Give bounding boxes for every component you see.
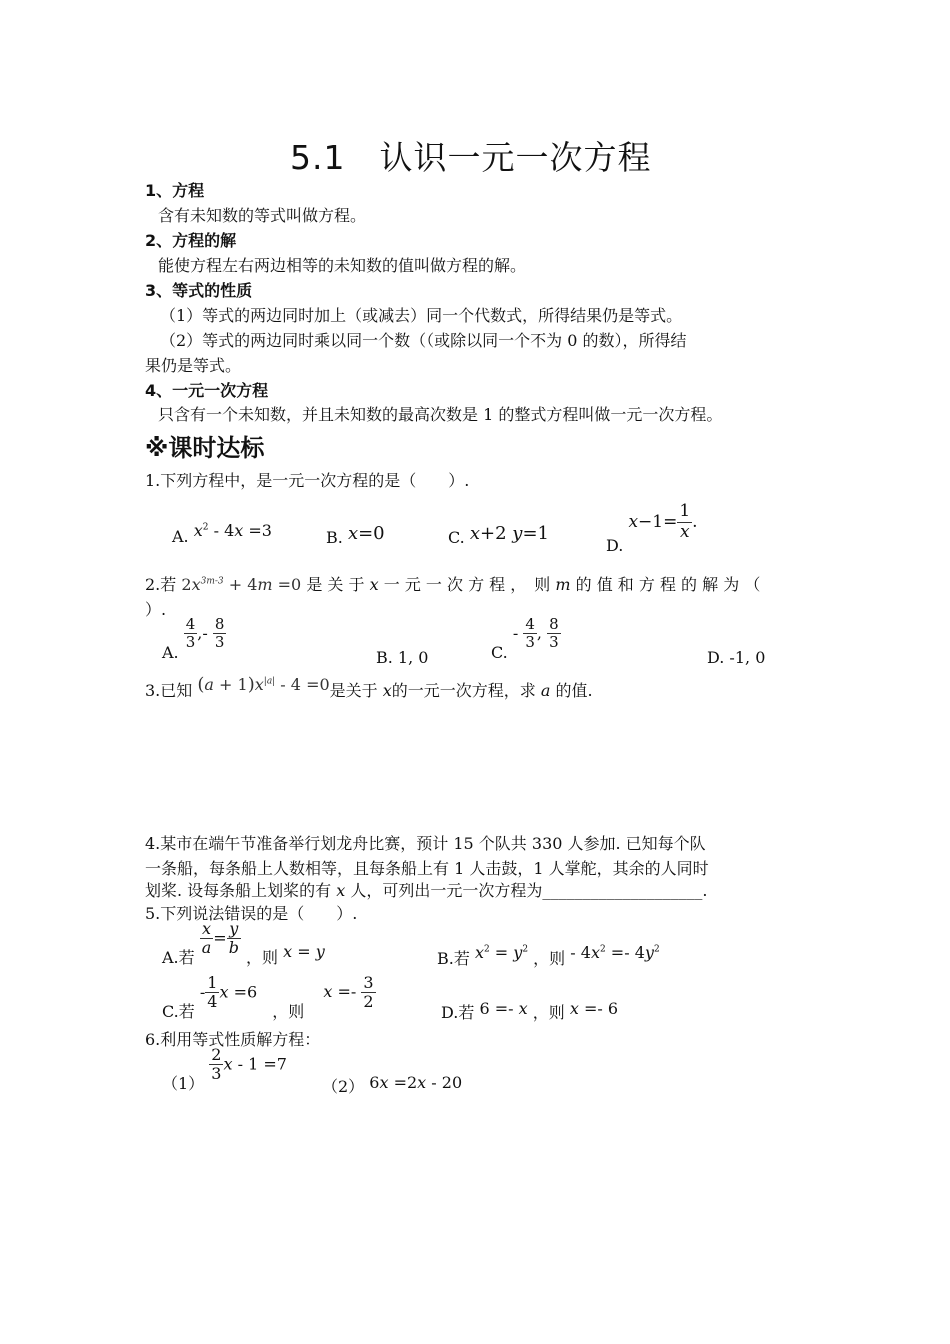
q5-option-b: B.若 $x^2 = y^2$ ，则 - $4x^2 =- 4y^2$ xyxy=(437,943,660,968)
section-heading-properties: 3、等式的性质 xyxy=(145,281,253,300)
question-3-stem: 3.已知 $(a + 1)x^{|a|} - 4 =0$是关于 x的一元一次方程，求 a 的值. xyxy=(145,674,593,700)
option-formula: $x^2 - 4x =3$ xyxy=(193,521,272,540)
section-text: 只含有一个未知数，并且未知数的最高次数是 1 的整式方程叫做一元一次方程。 xyxy=(158,405,723,424)
option-formula: x−1= $\frac{1}{x}$ . xyxy=(628,501,698,542)
section-text: （2）等式的两边同时乘以同一个数（（或除以同一个不为 0 的数），所得结 xyxy=(160,331,687,350)
q6-part-1: （1） $\frac{2}{3}$ x - 1 =7 xyxy=(162,1045,287,1094)
option-label: A. xyxy=(162,643,179,663)
question-2-stem: 2.若 $2x^{3m-3} + 4m =0$ 是 关 于 x 一 元 一 次 方 程 ， 则 m 的 值 和 方 程 的 解 为 （ xyxy=(145,575,761,594)
section-text: 果仍是等式。 xyxy=(145,356,242,375)
q1-option-d xyxy=(606,501,698,555)
option-label: D. xyxy=(606,535,624,555)
q2-formula: $2x^{3m-3} + 4m =0$ xyxy=(181,575,302,594)
q5-option-d: D.若 6 =- x ，则 x =- 6 xyxy=(441,999,619,1022)
q2-option-b: B. 1, 0 xyxy=(376,648,429,667)
practice-heading: ※课时达标 xyxy=(145,434,265,462)
page-title: 5.1 认识一元一次方程 xyxy=(290,138,652,177)
q2-option-d: D. -1, 0 xyxy=(707,648,766,667)
q6-part-2: （2） 6x =2x - 20 xyxy=(322,1073,463,1096)
question-4-line: 4.某市在端午节准备举行划龙舟比赛，预计 15 个队共 330 人参加. 已知每个队 xyxy=(145,834,706,853)
q2-option-c: C. - $\frac{4}{3}$ , $\frac{8}{3}$ xyxy=(491,615,559,663)
question-2-stem-line2: ）. xyxy=(145,600,167,619)
section-text: 能使方程左右两边相等的未知数的值叫做方程的解。 xyxy=(158,256,527,275)
q1-option-a xyxy=(172,521,272,546)
question-6-stem: 6.利用等式性质解方程： xyxy=(145,1030,321,1049)
q3-formula: $(a + 1)x^{|a|} - 4 =0$ xyxy=(197,674,330,695)
section-text: （1）等式的两边同时加上（或减去）同一个代数式，所得结果仍是等式。 xyxy=(160,306,683,325)
section-heading-linear-equation: 4、一元一次方程 xyxy=(145,381,269,400)
question-1-stem: 1.下列方程中，是一元一次方程的是（ ）. xyxy=(145,471,470,490)
section-heading-solution: 2、方程的解 xyxy=(145,231,237,250)
section-heading-equation: 1、方程 xyxy=(145,181,205,200)
q5-option-a: A.若 $\frac{x}{a}$ = $\frac{y}{b}$ ，则 x = y xyxy=(162,919,325,968)
q5-option-c: C.若 - $\frac{1}{4}$ x =6 ，则 x =- $\frac{3}{2}$ xyxy=(162,973,374,1022)
question-4-line: 划桨. 设每条船上划桨的有 x 人，可列出一元一次方程为____________________. xyxy=(145,881,708,900)
q1-option-b xyxy=(326,523,385,548)
option-label: C. xyxy=(491,643,508,663)
section-text: 含有未知数的等式叫做方程。 xyxy=(158,206,367,225)
q2-option-a: A. $\frac{4}{3}$ ,- $\frac{8}{3}$ xyxy=(162,615,225,663)
option-formula: x+2 y=1 xyxy=(469,523,549,544)
option-label: A. xyxy=(172,527,189,546)
option-formula: x=0 xyxy=(347,523,385,544)
option-label: B. xyxy=(326,528,343,547)
question-4-line: 一条船，每条船上人数相等，且每条船上有 1 人击鼓，1 人掌舵，其余的人同时 xyxy=(145,859,709,878)
option-label: C. xyxy=(448,528,465,547)
question-5-stem: 5.下列说法错误的是（ ）. xyxy=(145,904,358,923)
answer-blank[interactable]: ____________________. xyxy=(542,881,708,900)
q1-option-c xyxy=(448,523,549,548)
